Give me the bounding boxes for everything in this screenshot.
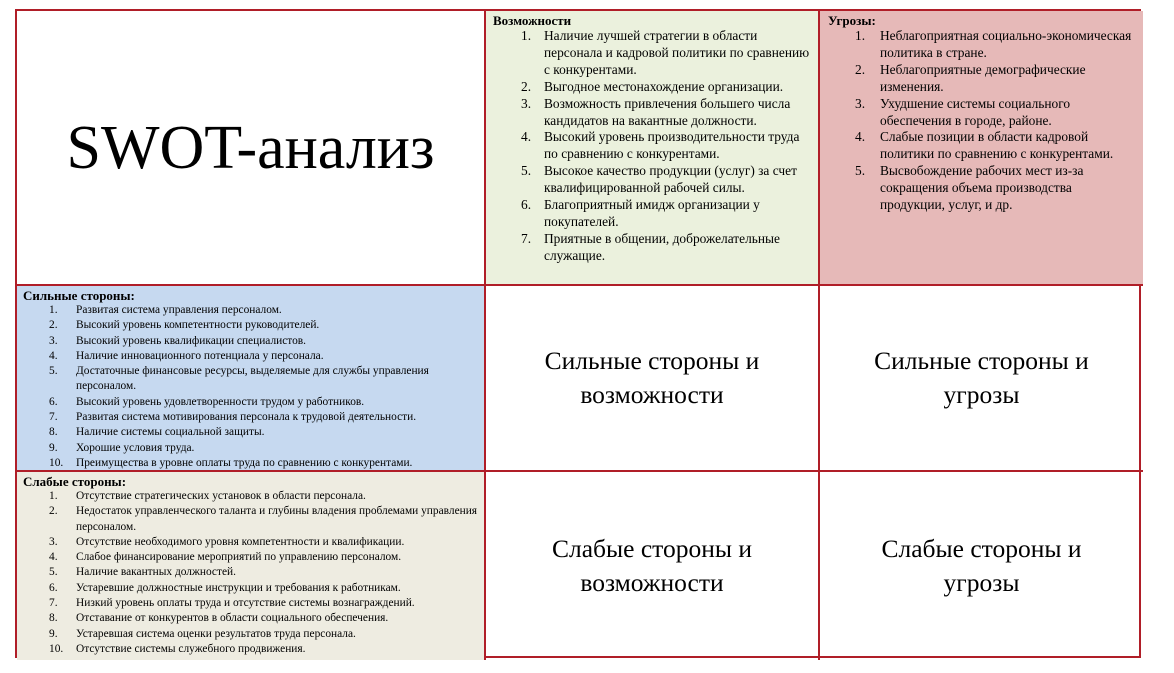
list-item-number: 7. xyxy=(49,597,58,610)
wt-label xyxy=(875,532,1087,600)
list-item-text: Отсутствие необходимого уровня компетентности и квалификации. xyxy=(76,535,405,548)
opportunities-list xyxy=(493,28,812,265)
page-title: SWOT-анализ xyxy=(66,113,435,182)
threats-cell xyxy=(820,11,1143,286)
list-item xyxy=(828,96,1137,130)
title-cell xyxy=(17,11,486,286)
list-item xyxy=(493,231,812,265)
list-item-text: Благоприятный имидж организации у покупателей. xyxy=(544,197,760,229)
list-item-number: 4. xyxy=(521,129,532,145)
st-label-line-1: Сильные стороны и xyxy=(874,346,1089,375)
list-item-text: Наличие системы социальной защиты. xyxy=(76,426,265,439)
list-item-text: Достаточные финансовые ресурсы, выделяемые для службы управления персоналом. xyxy=(76,365,429,393)
list-item-number: 2. xyxy=(855,61,866,77)
so-label-line-1: Сильные стороны и xyxy=(544,346,760,375)
list-item xyxy=(493,96,812,130)
list-item-text: Приятные в общении, доброжелательные служащие. xyxy=(544,230,780,263)
list-item-number: 8. xyxy=(49,612,58,625)
list-item xyxy=(23,441,480,456)
list-item-text: Наличие вакантных должностей. xyxy=(76,566,236,579)
list-item xyxy=(23,611,480,626)
list-item-text: Высокий уровень компетентности руководителей. xyxy=(76,319,320,332)
list-item-number: 8. xyxy=(49,426,58,439)
list-item xyxy=(23,395,480,410)
st-label xyxy=(868,344,1095,412)
list-item-text: Ухудшение системы социального обеспечения в городе, районе. xyxy=(880,95,1071,128)
list-item-number: 2. xyxy=(49,319,58,332)
list-item-text: Неблагоприятная социально-экономическая политика в стране. xyxy=(880,28,1132,60)
list-item xyxy=(493,129,812,163)
so-label xyxy=(539,344,766,412)
list-item-text: Неблагоприятные демографические изменения. xyxy=(880,61,1086,94)
list-item xyxy=(23,642,480,657)
list-item-number: 1. xyxy=(521,28,532,43)
list-item xyxy=(23,303,480,318)
list-item-number: 3. xyxy=(521,95,532,111)
list-item xyxy=(23,334,480,349)
list-item-text: Развитая система мотивирования персонала к трудовой деятельности. xyxy=(76,411,417,424)
weaknesses-list xyxy=(23,489,480,657)
so-cell xyxy=(486,286,820,472)
wo-label-line-2: возможности xyxy=(580,568,724,597)
wo-label xyxy=(546,532,758,600)
list-item xyxy=(23,565,480,580)
threats-heading: Угрозы: xyxy=(828,13,876,28)
list-item-number: 7. xyxy=(49,411,58,424)
strengths-list xyxy=(23,303,480,471)
list-item xyxy=(23,535,480,550)
list-item xyxy=(23,550,480,565)
so-label-line-2: возможности xyxy=(580,380,724,409)
list-item-number: 3. xyxy=(855,95,866,111)
list-item-number: 10. xyxy=(49,456,64,469)
list-item-number: 9. xyxy=(49,627,58,640)
list-item-number: 5. xyxy=(49,365,58,378)
list-item-text: Наличие инновационного потенциала у персонала. xyxy=(76,349,324,362)
list-item-text: Слабое финансирование мероприятий по управлению персоналом. xyxy=(76,551,402,564)
st-cell xyxy=(820,286,1143,472)
list-item-text: Преимущества в уровне оплаты труда по сравнению с конкурентами. xyxy=(76,456,413,469)
list-item-number: 2. xyxy=(49,505,58,518)
list-item-number: 1. xyxy=(855,28,866,43)
list-item-text: Низкий уровень оплаты труда и отсутствие системы вознаграждений. xyxy=(76,597,415,610)
list-item xyxy=(23,627,480,642)
list-item-number: 7. xyxy=(521,230,532,246)
list-item-text: Хорошие условия труда. xyxy=(76,441,195,454)
list-item-text: Отсутствие стратегических установок в области персонала. xyxy=(76,490,366,502)
wo-cell xyxy=(486,472,820,660)
wt-label-line-2: угрозы xyxy=(943,568,1020,597)
list-item-number: 5. xyxy=(855,163,866,179)
list-item-text: Высокий уровень производительности труда по сравнению с конкурентами. xyxy=(544,129,800,162)
list-item xyxy=(828,62,1137,96)
st-label-line-2: угрозы xyxy=(943,380,1020,409)
list-item xyxy=(828,129,1137,163)
list-item-number: 1. xyxy=(49,490,58,502)
list-item-number: 4. xyxy=(855,129,866,145)
list-item xyxy=(23,504,480,535)
list-item-text: Высвобождение рабочих мест из-за сокращения объема производства продукции, услуг, и др. xyxy=(880,163,1084,213)
list-item xyxy=(828,28,1137,62)
list-item-text: Отставание от конкурентов в области социального обеспечения. xyxy=(76,612,389,625)
list-item xyxy=(493,79,812,96)
list-item xyxy=(493,28,812,79)
list-item-text: Устаревшая система оценки результатов труда персонала. xyxy=(76,627,356,640)
list-item-text: Наличие лучшей стратегии в области персонала и кадровой политики по сравнению с конкурентами. xyxy=(544,28,810,77)
list-item-number: 5. xyxy=(49,566,58,579)
list-item-number: 5. xyxy=(521,163,532,179)
list-item xyxy=(23,425,480,440)
opportunities-cell xyxy=(486,11,820,286)
list-item-text: Выгодное местонахождение организации. xyxy=(544,78,784,94)
list-item-number: 6. xyxy=(49,395,58,408)
list-item xyxy=(23,581,480,596)
list-item-text: Возможность привлечения большего числа кандидатов на вакантные должности. xyxy=(544,95,791,128)
list-item-text: Недостаток управленческого таланта и глубины владения проблемами управления персоналом. xyxy=(76,505,478,533)
list-item-text: Высокий уровень квалификации специалистов. xyxy=(76,334,307,347)
opportunities-heading: Возможности xyxy=(493,13,572,28)
list-item-number: 4. xyxy=(49,551,58,564)
list-item xyxy=(23,489,480,504)
list-item xyxy=(23,364,480,395)
list-item-number: 4. xyxy=(49,349,58,362)
list-item-text: Устаревшие должностные инструкции и требования к работникам. xyxy=(76,581,401,594)
list-item xyxy=(23,596,480,611)
list-item-text: Отсутствие системы служебного продвижения. xyxy=(76,642,306,655)
list-item-number: 3. xyxy=(49,535,58,548)
list-item-text: Слабые позиции в области кадровой политики по сравнению с конкурентами. xyxy=(880,129,1114,162)
list-item-number: 6. xyxy=(49,581,58,594)
list-item xyxy=(23,410,480,425)
list-item-number: 10. xyxy=(49,642,64,655)
list-item xyxy=(23,349,480,364)
list-item-number: 6. xyxy=(521,197,532,213)
list-item-text: Высокий уровень удовлетворенности трудом у работников. xyxy=(76,395,365,408)
list-item-number: 2. xyxy=(521,78,532,94)
weaknesses-heading: Слабые стороны: xyxy=(23,474,127,489)
list-item-number: 9. xyxy=(49,441,58,454)
list-item xyxy=(493,163,812,197)
swot-matrix xyxy=(15,9,1141,658)
list-item xyxy=(828,163,1137,214)
list-item-text: Высокое качество продукции (услуг) за счет квалифицированной рабочей силы. xyxy=(544,163,797,196)
list-item xyxy=(23,318,480,333)
wo-label-line-1: Слабые стороны и xyxy=(551,534,753,563)
list-item-text: Развитая система управления персоналом. xyxy=(76,304,282,316)
wt-label-line-1: Слабые стороны и xyxy=(881,534,1082,563)
list-item-number: 3. xyxy=(49,334,58,347)
strengths-cell xyxy=(17,286,486,472)
strengths-heading: Сильные стороны: xyxy=(23,288,135,303)
list-item xyxy=(23,456,480,471)
list-item xyxy=(493,197,812,231)
wt-cell xyxy=(820,472,1143,660)
weaknesses-cell xyxy=(17,472,486,660)
list-item-number: 1. xyxy=(49,304,58,316)
threats-list xyxy=(828,28,1137,214)
